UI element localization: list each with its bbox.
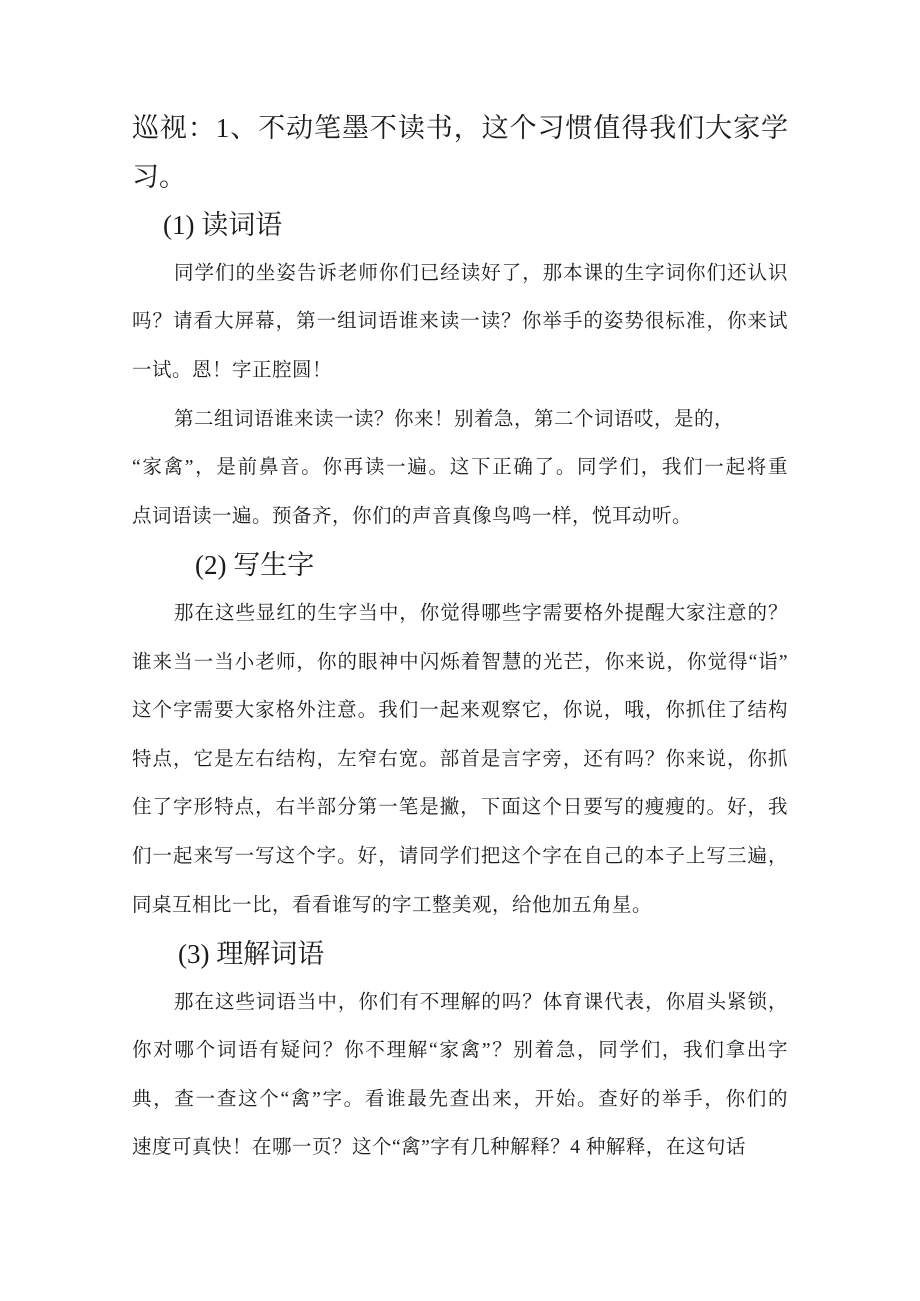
doc-line: 特点，它是左右结构，左窄右宽。部首是言字旁，还有吗？你来说，你抓 xyxy=(132,748,788,770)
doc-line: 谁来当一当小老师，你的眼神中闪烁着智慧的光芒，你来说，你觉得“诣” xyxy=(132,651,788,673)
doc-line: 巡视：1、不动笔墨不读书，这个习惯值得我们大家学 xyxy=(132,113,788,143)
doc-line: 典，查一查这个“禽”字。看谁最先查出来，开始。查好的举手，你们的 xyxy=(132,1088,788,1110)
doc-line: 同学们的坐姿告诉老师你们已经读好了，那本课的生字词你们还认识 xyxy=(174,262,788,284)
doc-line: 速度可真快！在哪一页？这个“禽”字有几种解释？4 种解释，在这句话 xyxy=(132,1137,746,1159)
heading-write-characters: (2) 写生字 xyxy=(195,550,315,581)
doc-line: 点词语读一遍。预备齐，你们的声音真像鸟鸣一样，悦耳动听。 xyxy=(132,505,693,527)
doc-line: 那在这些显红的生字当中，你觉得哪些字需要格外提醒大家注意的？ xyxy=(174,602,788,624)
heading-understand-words: (3) 理解词语 xyxy=(178,939,325,970)
doc-line: 那在这些词语当中，你们有不理解的吗？体育课代表，你眉头紧锁， xyxy=(174,991,788,1013)
doc-line: “家禽”，是前鼻音。你再读一遍。这下正确了。同学们，我们一起将重 xyxy=(132,457,788,479)
doc-line: 习。 xyxy=(132,161,186,192)
doc-line: 你对哪个词语有疑问？你不理解“家禽”？别着急，同学们，我们拿出字 xyxy=(132,1040,788,1062)
doc-line: 们一起来写一写这个字。好，请同学们把这个字在自己的本子上写三遍， xyxy=(132,845,788,867)
doc-line: 住了字形特点，右半部分第一笔是撇，下面这个日要写的瘦瘦的。好，我 xyxy=(132,797,788,819)
doc-line: 这个字需要大家格外注意。我们一起来观察它，你说，哦，你抓住了结构 xyxy=(132,700,788,722)
doc-line: 一试。恩！字正腔圆！ xyxy=(132,359,333,381)
heading-read-words: (1) 读词语 xyxy=(163,210,283,241)
doc-line: 同桌互相比一比，看看谁写的字工整美观，给他加五角星。 xyxy=(132,894,653,916)
doc-line: 第二组词语谁来读一读？你来！别着急，第二个词语哎，是的， xyxy=(174,408,735,430)
document-body xyxy=(132,104,788,1173)
doc-line: 吗？请看大屏幕，第一组词语谁来读一读？你举手的姿势很标准，你来试 xyxy=(132,311,788,333)
